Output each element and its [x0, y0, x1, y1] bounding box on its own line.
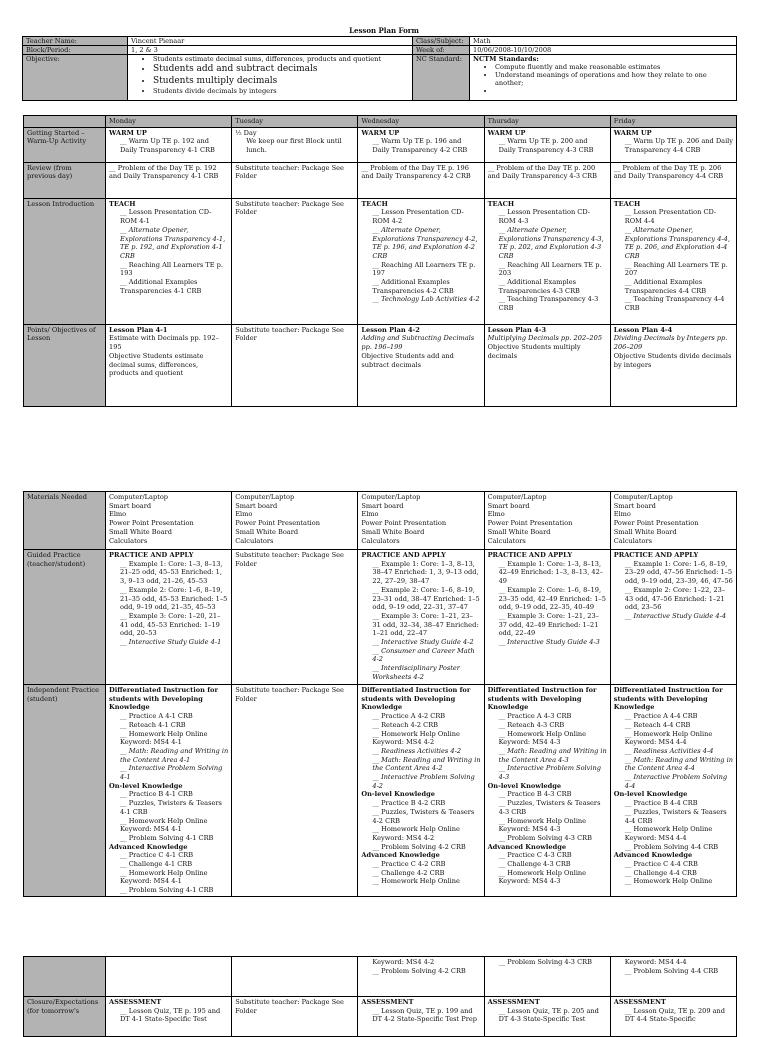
cell-line: __ Warm Up TE p. 196 and Daily Transparency 4-2 CRB	[372, 137, 468, 155]
cell-monday	[106, 550, 232, 685]
cell-line: __ Problem Solving 4-4 CRB	[624, 842, 719, 851]
row-label: Review (from previous day)	[24, 162, 106, 198]
cell-line: __ Homework Help Online	[372, 877, 460, 886]
cell-line: __ Reaching All Learners TE p. 207	[624, 260, 728, 278]
cell-line: __ Example 1: Core: 1–3, 8–13, 38–47 Enriched: 1, 3, 9–13 odd, 22, 27–29, 38–47	[372, 559, 479, 586]
cell-line: Estimate with Decimals pp. 192–195	[109, 334, 219, 352]
row-review	[24, 162, 737, 198]
cell-line: __ Problem Solving 4-4 CRB	[624, 966, 719, 975]
cell-line: Multiplying Decimals pp. 202–205	[487, 334, 603, 343]
cell-line: __ Challenge 4-2 CRB	[372, 868, 445, 877]
row-independent	[24, 685, 737, 897]
cell-line: TEACH	[109, 199, 136, 208]
cell-line: Lesson Plan 4-4	[613, 325, 673, 334]
cell-line: __ Alternate Opener, Explorations Transparency 4-3, TE p. 202, and Exploration 4-3 CRB	[498, 225, 604, 260]
row-materials	[24, 492, 737, 550]
cell-line: Power Point Presentation	[109, 519, 194, 528]
cell-line: __ Homework Help Online	[624, 877, 713, 886]
cell-line: Substitute teacher: Package See Folder	[235, 686, 344, 703]
cell-line: __ Example 3: Core: 1–21, 23–31 odd, 32–34, 38–47 Enriched: 1–21 odd, 22–47	[372, 611, 479, 638]
cell-line: ASSESSMENT	[361, 998, 414, 1006]
cell-thursday	[484, 685, 610, 897]
cell-line: __ Lesson Quiz, TE p. 199 and DT 4-2 State-Specific Test Prep	[372, 1006, 478, 1024]
cell-line: __ Example 1: Core: 1–3, 8–13, 42–49 Enriched: 1–3, 8–13, 42–49	[498, 559, 604, 586]
objective-item: • Students divide decimals by integers	[153, 87, 409, 95]
cell-line: __ Additional Examples Transparencies 4-1 CRB	[120, 278, 202, 295]
row-closure	[24, 997, 737, 1037]
cell-line: __ Reteach 4-1 CRB	[120, 720, 186, 729]
cell-line: __ Problem Solving 4-1 CRB	[120, 833, 214, 842]
cell-line: __ Reteach 4-3 CRB	[498, 720, 565, 729]
page-title: Lesson Plan Form	[349, 26, 419, 35]
cell-wednesday	[358, 685, 484, 897]
row-label	[24, 957, 106, 997]
cell-monday	[106, 957, 232, 997]
cell-line: Keyword: MS4 4-4	[624, 958, 687, 966]
cell-line: __ Puzzles, Twisters & Teasers 4-2 CRB	[372, 807, 475, 825]
corner-cell	[24, 116, 106, 128]
cell-line: __ Puzzles, Twisters & Teasers 4-1 CRB	[120, 799, 222, 816]
cell-line: __ Example 2: Core: 1–22, 23–43 odd, 47–56 Enriched: 1–21 odd, 23–56	[624, 585, 726, 612]
cell-line: __ Example 2: Core: 1–6, 8–19, 21–35 odd, 45–53 Enriched: 1–5 odd, 9–19 odd, 21–35, 45–53	[120, 585, 228, 612]
week-value: 10/06/2008-10/10/2008	[470, 46, 737, 55]
cell-line: Substitute teacher: Package See Folder	[235, 199, 344, 217]
cell-line: Calculators	[613, 536, 652, 545]
cell-tuesday	[232, 997, 358, 1037]
cell-line: Lesson Plan 4-1	[109, 325, 168, 334]
cell-line: Objective Students divide decimals by integers	[613, 351, 732, 369]
cell-line: __ Reaching All Learners TE p. 193	[120, 260, 223, 278]
cell-line: Lesson Plan 4-2	[361, 325, 420, 334]
cell-line: __ Lesson Quiz, TE p. 205 and DT 4-3 State-Specific Test	[498, 1006, 599, 1024]
cell-friday	[610, 162, 736, 198]
cell-line: Objective Students estimate decimal sums, differences, products and quotient	[109, 351, 204, 378]
cell-line: __ Example 3: Core: 1–20, 21–41 odd, 45–53 Enriched: 1–19 odd, 20–53	[120, 611, 221, 638]
cell-line: __ Problem Solving 4-2 CRB	[372, 966, 466, 975]
cell-line: Computer/Laptop	[487, 493, 547, 501]
cell-line: __ Example 2: Core: 1–6, 8–19, 23–31 odd, 38–47 Enriched: 1–5 odd, 9–19 odd, 22–31, 37–47	[372, 585, 480, 612]
day-header-monday: Monday	[106, 116, 232, 128]
cell-line: __ Homework Help Online Keyword: MS4 4-3	[498, 868, 587, 886]
cell-line: __ Interactive Study Guide 4-3	[498, 638, 600, 647]
cell-line: __ Lesson Presentation CD-ROM 4-3	[498, 208, 590, 226]
cell-line: Substitute teacher: Package See Folder	[235, 163, 344, 181]
objective-item: • Students add and subtract decimals	[153, 63, 409, 75]
row-label: Getting Started – Warm-Up Activity	[24, 127, 106, 162]
cell-line: WARM UP	[361, 128, 400, 137]
cell-friday	[610, 550, 736, 685]
cell-line: __ Alternate Opener, Explorations Transparency 4-4, TE p. 206, and Exploration 4-4 CRB	[624, 225, 730, 260]
cell-line: __ Practice C 4-3 CRB	[498, 851, 572, 860]
row-label: Points/ Objectives of Lesson	[24, 324, 106, 406]
cell-friday	[610, 127, 736, 162]
cell-line: __ Reteach 4-4 CRB	[624, 720, 691, 729]
cell-line: __ Interdisciplinary Poster Worksheets 4-2	[372, 664, 460, 681]
cell-wednesday	[358, 492, 484, 550]
cell-line: __ Practice B 4-1 CRB	[120, 790, 193, 799]
cell-line: Differentiated Instruction for students with Developing Knowledge	[109, 686, 218, 712]
cell-line: Computer/Laptop	[361, 493, 421, 501]
cell-tuesday	[232, 162, 358, 198]
header-table	[22, 36, 737, 101]
cell-line: Dividing Decimals by Integers pp. 206–209	[613, 334, 728, 352]
day-header-friday: Friday	[610, 116, 736, 128]
cell-line: Smart board	[109, 501, 152, 510]
nctm-item: • Understand meanings of operations and how they relate to one another;	[495, 71, 733, 87]
cell-line: __ Warm Up TE p. 200 and Daily Transparency 4-3 CRB	[498, 137, 594, 155]
cell-thursday	[484, 127, 610, 162]
cell-line: ASSESSMENT	[613, 998, 666, 1006]
cell-tuesday	[232, 324, 358, 406]
cell-line: Power Point Presentation	[613, 519, 699, 528]
cell-line: Power Point Presentation	[487, 519, 573, 528]
cell-line: __ Interactive Problem Solving 4-3	[498, 764, 601, 782]
objective-item: • Students multiply decimals	[153, 75, 409, 87]
cell-line: Substitute teacher: Package See Folder	[235, 551, 344, 568]
cell-line: __ Consumer and Career Math 4-2	[372, 646, 475, 664]
cell-line: Small White Board	[487, 527, 551, 536]
cell-line: TEACH	[613, 199, 641, 208]
cell-monday	[106, 324, 232, 406]
cell-line: On-level Knowledge	[613, 790, 688, 799]
cell-line: Smart board	[361, 501, 404, 510]
class-value: Math	[470, 37, 737, 46]
cell-monday	[106, 492, 232, 550]
cell-line: __ Practice B 4-2 CRB	[372, 799, 446, 808]
objective-item: • Students estimate decimal sums, differences, products and quotient	[153, 55, 409, 63]
cell-wednesday	[358, 324, 484, 406]
cell-line: __ Practice A 4-2 CRB	[372, 712, 446, 721]
cell-friday	[610, 685, 736, 897]
cell-line: WARM UP	[613, 128, 652, 137]
cell-line: __ Practice A 4-1 CRB	[120, 712, 193, 721]
cell-line: Objective Students multiply decimals	[487, 343, 581, 360]
cell-line: Elmo	[487, 510, 505, 519]
cell-line: __ Lesson Quiz, TE p. 209 and DT 4-4 State-Specific	[624, 1006, 726, 1024]
cell-line: __ Homework Help Online Keyword: MS4 4-2	[372, 729, 460, 747]
cell-line: __ Warm Up TE p. 192 and Daily Transparency 4-1 CRB	[120, 137, 215, 155]
cell-monday	[106, 685, 232, 897]
objective-list-cell	[128, 55, 413, 101]
cell-line: __ Problem Solving 4-1 CRB	[120, 886, 214, 895]
cell-line: __ Reteach 4-2 CRB	[372, 720, 439, 729]
cell-line: ASSESSMENT	[487, 998, 540, 1006]
cell-line: Objective Students add and subtract decimals	[361, 351, 454, 369]
cell-line: Computer/Laptop	[109, 493, 169, 501]
cell-line: __ Example 2: Core: 1–6, 8–19, 23–35 odd, 42–49 Enriched: 1–5 odd, 9–19 odd, 22–35, 40–49	[498, 585, 606, 612]
cell-line: __ Lesson Presentation CD-ROM 4-2	[372, 208, 464, 226]
cell-line: Small White Board	[361, 527, 425, 536]
cell-line: __ Technology Lab Activities 4-2	[372, 295, 480, 304]
cell-line: Differentiated Instruction for students with Developing Knowledge	[487, 686, 597, 712]
cell-line: __ Reaching All Learners TE p. 203	[498, 260, 602, 278]
class-label: Class/Subject:	[413, 37, 470, 46]
cell-line: __ Lesson Presentation CD-ROM 4-4	[624, 208, 717, 226]
cell-line: Elmo	[361, 510, 379, 519]
cell-wednesday	[358, 162, 484, 198]
cell-friday	[610, 957, 736, 997]
cell-line: ASSESSMENT	[109, 998, 162, 1006]
cell-line: On-level Knowledge	[361, 790, 435, 799]
cell-line: __ Teaching Transparency 4-3 CRB	[498, 295, 599, 313]
block-value: 1, 2 & 3	[128, 46, 413, 55]
cell-line: TEACH	[487, 199, 515, 208]
cell-line: __ Lesson Presentation CD-ROM 4-1	[120, 208, 212, 226]
cell-line: __ Warm Up TE p. 206 and Daily Transparency 4-4 CRB	[624, 137, 734, 155]
objective-list	[131, 55, 409, 95]
cell-line: __ Problem of the Day TE p. 196 and Daily Transparency 4-2 CRB	[361, 163, 471, 181]
cell-line: __ Math: Reading and Writing in the Content Area 4-4	[624, 755, 733, 773]
cell-line: Advanced Knowledge	[487, 842, 567, 851]
cell-line: ½ Day	[235, 128, 257, 137]
cell-line: PRACTICE AND APPLY	[361, 551, 446, 559]
cell-line: __ Teaching Transparency 4-4 CRB	[624, 295, 725, 313]
cell-line: __ Math: Reading and Writing in the Content Area 4-3	[498, 746, 607, 764]
cell-line: Elmo	[235, 510, 253, 519]
block-label: Block/Period:	[23, 46, 128, 55]
cell-line: __ Reaching All Learners TE p. 197	[372, 260, 476, 278]
nctm-item: • Compute fluently and make reasonable estimates	[495, 63, 733, 71]
cell-line: PRACTICE AND APPLY	[109, 551, 194, 559]
cell-line: Computer/Laptop	[613, 493, 673, 501]
cell-line: __ Practice C 4-2 CRB	[372, 860, 446, 869]
cell-line: __ Additional Examples Transparencies 4-4 CRB	[624, 278, 707, 295]
nctm-item	[495, 87, 733, 95]
week-label: Week of:	[413, 46, 470, 55]
cell-line: Smart board	[235, 501, 278, 510]
cell-line: __ Puzzles, Twisters & Teasers 4-3 CRB	[498, 799, 601, 816]
cell-line: __ Puzzles, Twisters & Teasers 4-4 CRB	[624, 807, 727, 825]
day-header-tuesday: Tuesday	[232, 116, 358, 128]
cell-line: PRACTICE AND APPLY	[613, 551, 699, 559]
cell-line: Substitute teacher: Package See Folder	[235, 998, 344, 1015]
cell-line: __ Example 1: Core: 1–6, 8–19, 23–29 odd, 47–56 Enriched: 1–5 odd, 9–19 odd, 23–39, 46, 47–56	[624, 559, 733, 586]
cell-wednesday	[358, 997, 484, 1037]
cell-wednesday	[358, 198, 484, 324]
cell-line: Calculators	[361, 536, 400, 545]
cell-line: __ Interactive Problem Solving 4-4	[624, 773, 728, 790]
cell-line: Advanced Knowledge	[613, 851, 693, 860]
cell-line: Smart board	[487, 501, 530, 510]
cell-line: __ Homework Help Online Keyword: MS4 4-3	[498, 816, 587, 834]
cell-line: WARM UP	[487, 128, 526, 137]
cell-line: __ Problem Solving 4-3 CRB	[498, 958, 592, 966]
day-header-wednesday: Wednesday	[358, 116, 484, 128]
cell-wednesday	[358, 957, 484, 997]
cell-line: Power Point Presentation	[361, 519, 447, 528]
row-label: Closure/Expectations (for tomorrow's	[24, 997, 106, 1037]
cell-thursday	[484, 492, 610, 550]
cell-monday	[106, 162, 232, 198]
cell-line: __ Practice B 4-3 CRB	[498, 790, 572, 799]
cell-line: Keyword: MS4 4-2	[372, 958, 435, 966]
cell-thursday	[484, 957, 610, 997]
schedule-table-page3	[23, 956, 737, 1037]
cell-line: We keep our first Block until lunch.	[246, 137, 342, 155]
cell-line: Small White Board	[235, 527, 299, 536]
cell-line: Elmo	[109, 510, 127, 519]
cell-tuesday	[232, 198, 358, 324]
cell-wednesday	[358, 127, 484, 162]
cell-wednesday	[358, 550, 484, 685]
cell-line: __ Problem Solving 4-3 CRB	[498, 833, 592, 842]
cell-line: Power Point Presentation	[235, 519, 320, 528]
row-warmup	[24, 127, 737, 162]
cell-line: Calculators	[487, 536, 526, 545]
cell-line: __ Alternate Opener, Explorations Transparency 4-1, TE p. 192, and Exploration 4-1 CRB	[120, 225, 226, 260]
cell-line: __ Homework Help Online Keyword: MS4 4-1	[120, 868, 208, 886]
cell-line: __ Interactive Problem Solving 4-2	[372, 773, 475, 790]
cell-friday	[610, 324, 736, 406]
cell-tuesday	[232, 127, 358, 162]
cell-friday	[610, 492, 736, 550]
cell-tuesday	[232, 550, 358, 685]
cell-line: PRACTICE AND APPLY	[487, 551, 573, 559]
cell-line: __ Interactive Problem Solving 4-1	[120, 764, 223, 782]
cell-line: __ Homework Help Online Keyword: MS4 4-2	[372, 825, 460, 842]
nctm-cell	[470, 55, 737, 101]
cell-line: __ Homework Help Online Keyword: MS4 4-4	[624, 825, 713, 842]
cell-line: __ Homework Help Online Keyword: MS4 4-3	[498, 729, 587, 747]
cell-line: __ Practice C 4-4 CRB	[624, 860, 698, 869]
row-label: Lesson Introduction	[24, 198, 106, 324]
cell-line: __ Problem of the Day TE p. 206 and Daily Transparency 4-4 CRB	[613, 163, 724, 181]
cell-line: WARM UP	[109, 128, 147, 137]
cell-line: __ Practice A 4-4 CRB	[624, 712, 698, 721]
cell-line: __ Readiness Activities 4-4	[624, 746, 714, 755]
cell-line: Differentiated Instruction for students with Developing Knowledge	[613, 686, 723, 712]
cell-monday	[106, 198, 232, 324]
cell-line: __ Practice A 4-3 CRB	[498, 712, 572, 721]
cell-line: __ Math: Reading and Writing in the Content Area 4-1	[120, 746, 229, 764]
objective-label: Objective:	[23, 55, 128, 101]
cell-line: __ Example 1: Core: 1–3, 8–13, 21–25 odd, 45–53 Enriched: 1, 3, 9–13 odd, 21–26, 45–53	[120, 559, 223, 586]
row-points	[24, 324, 737, 406]
cell-line: __ Practice B 4-4 CRB	[624, 799, 698, 808]
cell-line: Adding and Subtracting Decimals pp. 196–199	[361, 334, 475, 352]
cell-thursday	[484, 997, 610, 1037]
cell-monday	[106, 127, 232, 162]
cell-line: __ Problem Solving 4-2 CRB	[372, 842, 466, 851]
cell-line: Calculators	[235, 536, 274, 545]
schedule-table-page1	[23, 115, 737, 407]
cell-line: Small White Board	[109, 527, 172, 536]
cell-line: __ Interactive Study Guide 4-4	[624, 611, 727, 620]
cell-tuesday	[232, 492, 358, 550]
nctm-list	[473, 63, 733, 95]
cell-line: __ Challenge 4-4 CRB	[624, 868, 697, 877]
cell-line: __ Example 3: Core: 1–21, 23–37 odd, 42–49 Enriched: 1–21 odd, 22–49	[498, 611, 599, 638]
cell-line: __ Additional Examples Transparencies 4-2 CRB	[372, 278, 454, 295]
cell-line: Computer/Laptop	[235, 493, 295, 501]
cell-line: On-level Knowledge	[109, 781, 183, 790]
schedule-table-page2	[23, 491, 737, 897]
cell-line: Small White Board	[613, 527, 677, 536]
cell-line: __ Homework Help Online Keyword: MS4 4-1	[120, 729, 208, 747]
cell-line: __ Challenge 4-3 CRB	[498, 860, 571, 869]
cell-line: Smart board	[613, 501, 656, 510]
cell-tuesday	[232, 957, 358, 997]
cell-line: Calculators	[109, 536, 148, 545]
cell-line: __ Practice C 4-1 CRB	[120, 851, 194, 860]
cell-line: __ Problem of the Day TE p. 192 and Daily Transparency 4-1 CRB	[109, 163, 219, 181]
cell-line: Advanced Knowledge	[361, 851, 440, 860]
cell-line: Substitute teacher: Package See Folder	[235, 325, 344, 343]
cell-thursday	[484, 550, 610, 685]
cell-line: __ Homework Help Online Keyword: MS4 4-4	[624, 729, 713, 747]
nc-standard-label: NC Standard:	[413, 55, 470, 101]
row-continued	[24, 957, 737, 997]
cell-line: __ Homework Help Online Keyword: MS4 4-1	[120, 816, 208, 834]
cell-line: TEACH	[361, 199, 388, 208]
cell-line: __ Challenge 4-1 CRB	[120, 860, 193, 869]
cell-line: Lesson Plan 4-3	[487, 325, 547, 334]
cell-line: Elmo	[613, 510, 631, 519]
cell-tuesday	[232, 685, 358, 897]
cell-line: __ Problem of the Day TE p. 200 and Daily Transparency 4-3 CRB	[487, 163, 597, 181]
row-intro	[24, 198, 737, 324]
cell-friday	[610, 198, 736, 324]
nctm-title: NCTM Standards:	[473, 55, 539, 63]
cell-line: __ Alternate Opener, Explorations Transparency 4-2, TE p. 196, and Exploration 4-2 CRB	[372, 225, 478, 260]
cell-line: __ Interactive Study Guide 4-1	[120, 638, 222, 647]
cell-line: __ Readiness Activities 4-2	[372, 746, 462, 755]
cell-line: __ Interactive Study Guide 4-2	[372, 638, 474, 647]
row-label: Independent Practice (student)	[24, 685, 106, 897]
cell-line: Advanced Knowledge	[109, 842, 188, 851]
cell-line: Differentiated Instruction for students with Developing Knowledge	[361, 686, 471, 712]
cell-line: __ Math: Reading and Writing in the Content Area 4-2	[372, 755, 481, 773]
teacher-value: Vincent Pienaar	[128, 37, 413, 46]
row-guided	[24, 550, 737, 685]
cell-line: __ Lesson Quiz, TE p. 195 and DT 4-1 State-Specific Test	[120, 1006, 221, 1024]
row-label: Materials Needed	[24, 492, 106, 550]
cell-thursday	[484, 198, 610, 324]
cell-friday	[610, 997, 736, 1037]
day-header-thursday: Thursday	[484, 116, 610, 128]
cell-line: On-level Knowledge	[487, 781, 562, 790]
cell-line: __ Additional Examples Transparencies 4-3 CRB	[498, 278, 580, 295]
cell-thursday	[484, 324, 610, 406]
cell-monday	[106, 997, 232, 1037]
cell-thursday	[484, 162, 610, 198]
teacher-label: Teacher Name:	[23, 37, 128, 46]
row-label: Guided Practice (teacher/student)	[24, 550, 106, 685]
